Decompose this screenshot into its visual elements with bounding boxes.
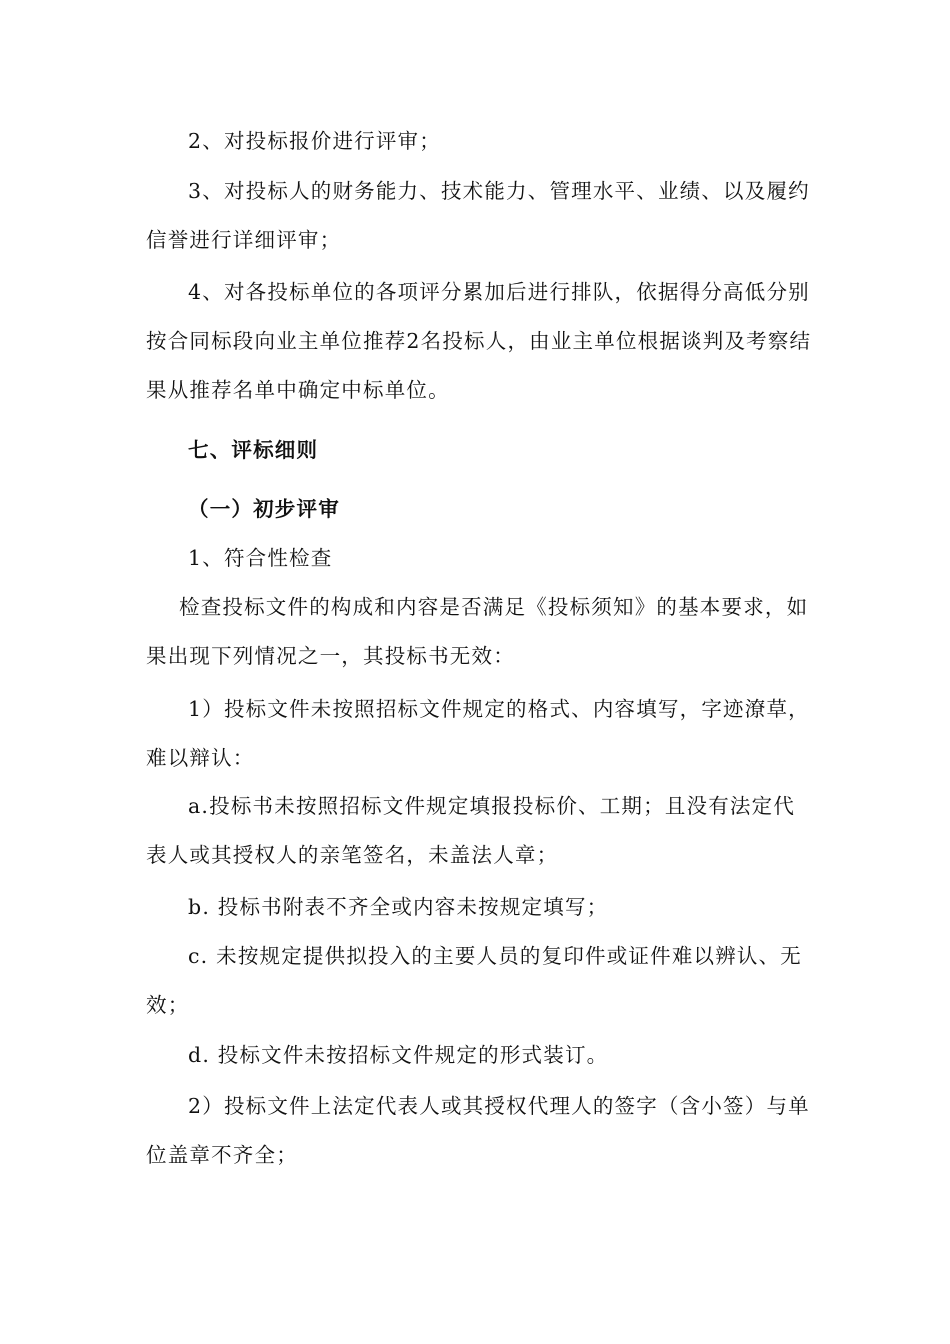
paragraph-compliance-check: 1、符合性检查 — [188, 546, 333, 570]
paragraph-item-1: 1）投标文件未按照招标文件规定的格式、内容填写，字迹潦草，难以辩认： — [146, 697, 810, 770]
paragraph-item-a: a.投标书未按照招标文件规定填报投标价、工期；且没有法定代表人或其授权人的亲笔签名，未盖法人章； — [146, 794, 796, 867]
paragraph-ranking: 4、对各投标单位的各项评分累加后进行排队，依据得分高低分别按合同标段向业主单位推荐2名投标人，由业主单位根据谈判及考察结果从推荐名单中确定中标单位。 — [146, 280, 812, 402]
paragraph-item-d: d. 投标文件未按招标文件规定的形式装订。 — [188, 1043, 609, 1067]
paragraph-review-capability: 3、对投标人的财务能力、技术能力、管理水平、业绩、以及履约信誉进行详细评审； — [146, 179, 810, 252]
paragraph-review-bid-price: 2、对投标报价进行评审； — [188, 129, 441, 153]
section-heading-evaluation-rules: 七、评标细则 — [188, 438, 319, 462]
subsection-heading-preliminary-review: （一）初步评审 — [188, 497, 340, 521]
paragraph-item-b: b. 投标书附表不齐全或内容未按规定填写； — [188, 895, 609, 919]
paragraph-item-2: 2）投标文件上法定代表人或其授权代理人的签字（含小签）与单位盖章不齐全； — [146, 1094, 810, 1167]
paragraph-item-c: c. 未按规定提供拟投入的主要人员的复印件或证件难以辨认、无效； — [146, 944, 803, 1017]
paragraph-check-documents: 检查投标文件的构成和内容是否满足《投标须知》的基本要求，如果出现下列情况之一，其投标书无效： — [146, 595, 809, 668]
